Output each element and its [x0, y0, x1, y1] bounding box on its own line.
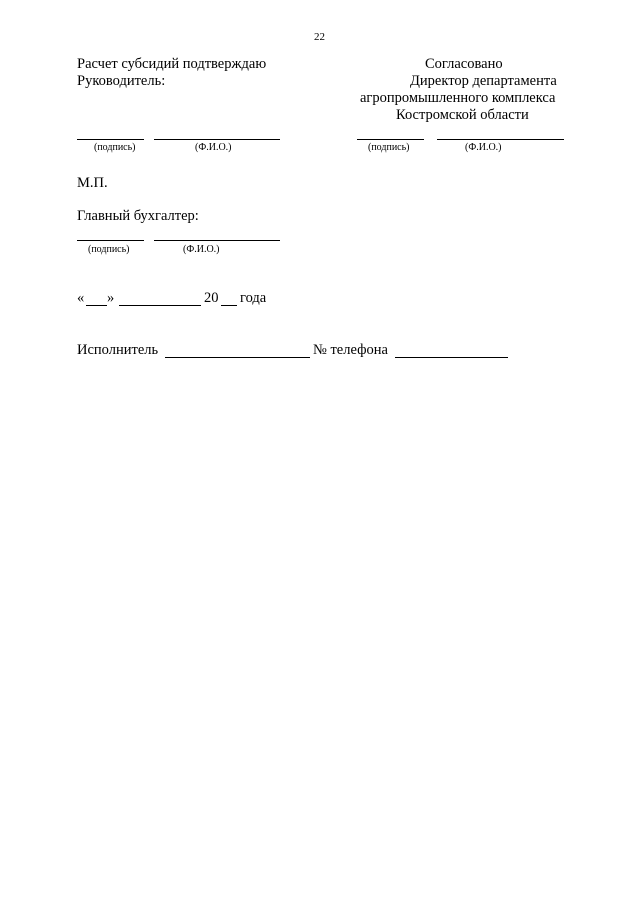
phone-label: № телефона	[313, 342, 388, 358]
stamp-label: М.П.	[77, 175, 108, 191]
agreed-label: Согласовано	[425, 56, 503, 72]
department-label: агропромышленного комплекса	[360, 90, 556, 106]
page-number: 22	[314, 31, 325, 43]
head-fio-caption: (Ф.И.О.)	[195, 142, 232, 153]
accountant-signature-caption: (подпись)	[88, 244, 130, 255]
accountant-fio-line[interactable]	[154, 240, 280, 241]
director-signature-caption: (подпись)	[368, 142, 410, 153]
accountant-signature-line[interactable]	[77, 240, 144, 241]
director-signature-line[interactable]	[357, 139, 424, 140]
date-day-field[interactable]	[86, 305, 107, 306]
head-signature-line[interactable]	[77, 139, 144, 140]
director-fio-caption: (Ф.И.О.)	[465, 142, 502, 153]
accountant-fio-caption: (Ф.И.О.)	[183, 244, 220, 255]
date-quote-close: »	[107, 290, 115, 306]
phone-field[interactable]	[395, 357, 508, 358]
date-year-prefix: 20	[204, 290, 219, 306]
date-year-suffix: года	[240, 290, 267, 306]
director-label: Директор департамента	[410, 73, 557, 89]
date-month-field[interactable]	[119, 305, 201, 306]
region-label: Костромской области	[396, 107, 529, 123]
head-fio-line[interactable]	[154, 139, 280, 140]
date-quote-open: «	[77, 290, 85, 306]
chief-accountant-label: Главный бухгалтер:	[77, 208, 199, 224]
executor-label: Исполнитель	[77, 342, 159, 358]
head-signature-caption: (подпись)	[94, 142, 136, 153]
director-fio-line[interactable]	[437, 139, 564, 140]
executor-field[interactable]	[165, 357, 310, 358]
subsidy-confirm-label: Расчет субсидий подтверждаю	[77, 56, 267, 72]
date-year-field[interactable]	[221, 305, 237, 306]
head-label: Руководитель:	[77, 73, 166, 89]
